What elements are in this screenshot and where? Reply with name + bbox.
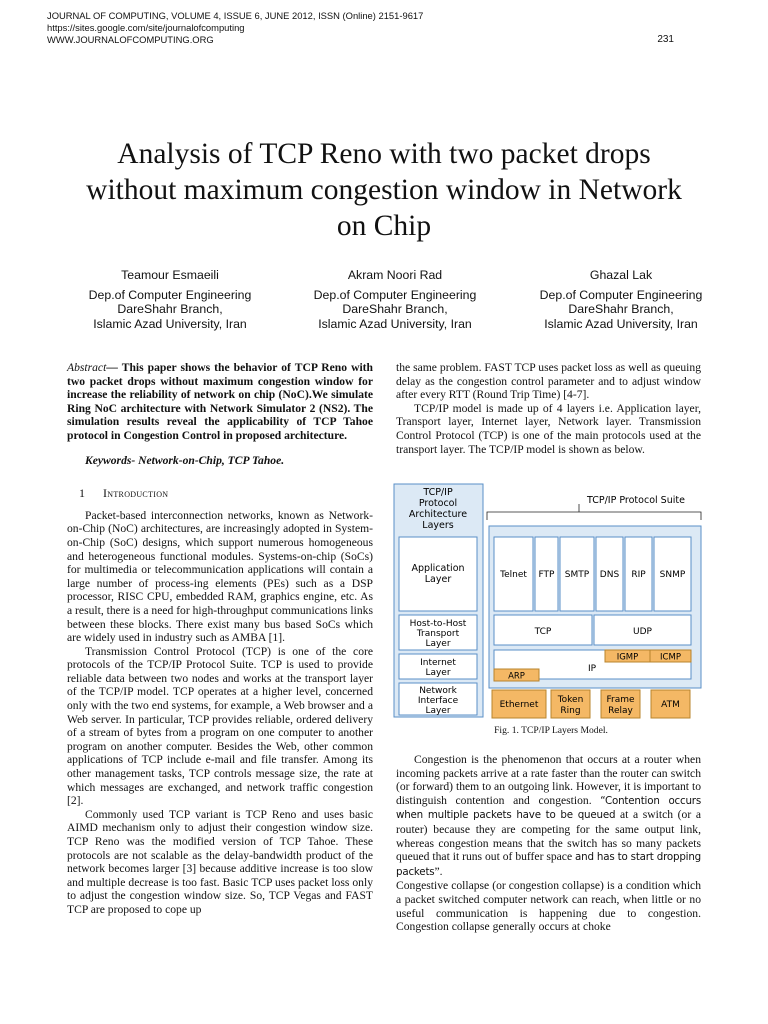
- page-number: 231: [657, 34, 674, 45]
- paragraph: Packet-based interconnection networks, known as Network-on-Chip (NoC) architectures, are increasingly adopted in System-on-Chip (SoC) designs, which support numerous homogeneous and heterogeneous functional modules. Systems-on-chip (SoCs) for multimedia or telecommunication applications will contain a large number of process-ing elements (PEs) such as a DSP processor, RISC CPU, embedded RAM, graphics engine, etc. As a result, there is a need for high-throughput communications links between these blocks. There exist many bus based SoCs which are widely used in industry such as AMBA [1].: [67, 508, 373, 645]
- title-line-3: on Chip: [336, 210, 432, 242]
- arp-label: ARP: [508, 671, 525, 682]
- paragraph: Congestive collapse (or congestion collapse) is a condition which a packet switched computer network can reach, when little or no useful communication is happening due to congestion. Congestion collapse generally occurs at choke: [396, 879, 701, 934]
- layer-label: Internet: [420, 658, 456, 668]
- abstract-text: — This paper shows the behavior of TCP Reno with two packet drops without maximum congestion window for increase the reliability of network on chip (NoC).We simulate Ring NoC architecture with Network Simulator 2 (NS2). The simulation results reveal the applicability of TCP Tahoe protocol in Congestion Control in proposed architecture.: [67, 361, 373, 442]
- author-name: Teamour Esmaeili: [121, 268, 219, 282]
- tcpip-diagram: [393, 482, 709, 722]
- netif-label: Ethernet: [499, 700, 539, 710]
- author-block-3: [506, 268, 736, 331]
- journal-site[interactable]: WWW.JOURNALOFCOMPUTING.ORG: [47, 34, 214, 45]
- ip-label: IP: [587, 664, 597, 674]
- right-column-bottom: [396, 753, 701, 934]
- journal-header: [47, 10, 423, 46]
- arch-header-3: Architecture: [408, 509, 468, 520]
- layer-label: Transport: [416, 629, 460, 639]
- app-label: RIP: [631, 570, 646, 580]
- author-block-2: [280, 268, 510, 331]
- arch-header-1: TCP/IP: [423, 487, 453, 498]
- paragraph-text: Congestion is the phenomenon that occurs at a router when incoming packets arrive at a rate faster than the router can switch (or forward) them to an outgoing link. However, it is important to distinguish contention and congestion.: [396, 753, 701, 807]
- abstract-label: Abstract: [67, 361, 107, 374]
- paragraph: [396, 753, 701, 879]
- layer-label: Layer: [424, 574, 452, 585]
- netif-label: Relay: [608, 706, 633, 716]
- arch-header-2: Protocol: [418, 498, 458, 509]
- layer-label: Application: [411, 563, 465, 574]
- paragraph: the same problem. FAST TCP uses packet loss as well as queuing delay as the congestion control parameter and to adjust window after every RTT (Round Trip Time) [4-7].: [396, 361, 701, 402]
- author-dept: Dep.of Computer Engineering: [88, 287, 252, 302]
- journal-url[interactable]: https://sites.google.com/site/journalofcomputing: [47, 22, 245, 33]
- journal-citation: JOURNAL OF COMPUTING, VOLUME 4, ISSUE 6, JUNE 2012, ISSN (Online) 2151-9617: [47, 10, 424, 21]
- paragraph: TCP/IP model is made up of 4 layers i.e. Application layer, Transport layer, Internet layer, Network layer. Transmission Control Protocol (TCP) is one of the main protocols used at the transport layer. The TCP/IP model is shown as below.: [396, 401, 701, 456]
- layer-label: Layer: [425, 668, 451, 678]
- layer-label: Host-to-Host: [409, 619, 467, 629]
- arch-header-4: Layers: [422, 520, 454, 531]
- author-univ: Islamic Azad University, Iran: [93, 316, 247, 331]
- tcp-label: TCP: [534, 627, 552, 637]
- section-number: 1: [79, 486, 85, 501]
- author-dept: Dep.of Computer Engineering: [313, 287, 477, 302]
- netif-label: Ring: [560, 706, 581, 716]
- paragraph: Commonly used TCP variant is TCP Reno and uses basic AIMD mechanism only to adjust their congestion window size. TCP Reno was the modified version of TCP Tahoe. These protocols are not scalable as the delay-bandwidth product of the network becomes larger [3] because additive increase is too slow and multiple decrease is too fast. Basic TCP uses packet loss only to adjust the congestion window size. So, TCP Vegas and FAST TCP are proposed to cope up: [67, 807, 373, 916]
- netif-label: Frame: [606, 695, 635, 705]
- paragraph-text: at a switch (or a router) because they are competing for the same output link, whereas congestion means that the switch has so many packets queued that it runs out of buffer space: [396, 808, 701, 864]
- author-univ: Islamic Azad University, Iran: [544, 316, 698, 331]
- layer-label: Layer: [425, 706, 451, 716]
- quoted-text: and has to start dropping packets: [396, 851, 701, 878]
- figure-caption: Fig. 1. TCP/IP Layers Model.: [494, 725, 608, 736]
- right-column-top: [396, 361, 701, 456]
- author-block-1: [55, 268, 285, 331]
- author-univ: Islamic Azad University, Iran: [318, 316, 472, 331]
- keywords: Keywords- Network-on-Chip, TCP Tahoe.: [85, 453, 285, 467]
- icmp-label: ICMP: [660, 652, 681, 663]
- app-label: SNMP: [659, 570, 686, 580]
- author-dept: Dep.of Computer Engineering: [539, 287, 703, 302]
- layer-label: Layer: [425, 639, 451, 649]
- author-branch: DareShahr Branch,: [568, 302, 674, 317]
- section-title: Introduction: [103, 486, 169, 501]
- paragraph: Transmission Control Protocol (TCP) is one of the core protocols of the TCP/IP Protocol Suite. TCP is used to provide reliable data between two nodes and works at the transport layer of the TCP/IP model. TCP operates at a higher level, concerned only with the two end systems, for example, a Web browser and a Web server. In particular, TCP provides reliable, ordered delivery of a stream of bytes from a program on one computer to another program on another computer. Besides the Web, other common applications of TCP include e-mail and file transfer. Among its other management tasks, TCP controls message size, the rate at which messages are exchanged, and network traffic congestion [2].: [67, 644, 373, 808]
- udp-label: UDP: [633, 627, 652, 637]
- left-column: [67, 361, 373, 917]
- author-name: Akram Noori Rad: [347, 268, 443, 282]
- app-label: FTP: [538, 570, 555, 580]
- layer-label: Network: [419, 686, 457, 696]
- abstract: [67, 361, 373, 443]
- quoted-text: “Contention occurs when multiple packets have to be queued: [396, 794, 701, 822]
- igmp-label: IGMP: [616, 652, 639, 663]
- app-label: Telnet: [500, 570, 527, 580]
- paper-title: [60, 136, 708, 244]
- title-line-2: without maximum congestion window in Network: [86, 174, 682, 206]
- netif-label: Token: [557, 695, 584, 705]
- author-name: Ghazal Lak: [589, 268, 653, 282]
- netif-label: ATM: [661, 700, 680, 710]
- paragraph-text: ”.: [434, 864, 443, 878]
- author-branch: DareShahr Branch,: [117, 302, 223, 317]
- layer-label: Interface: [417, 696, 459, 706]
- app-label: DNS: [599, 570, 620, 580]
- suite-label: TCP/IP Protocol Suite: [587, 495, 685, 506]
- section-heading: [79, 487, 373, 501]
- author-branch: DareShahr Branch,: [342, 302, 448, 317]
- title-line-1: Analysis of TCP Reno with two packet drops: [117, 138, 651, 170]
- suite-bracket: [487, 512, 701, 520]
- app-label: SMTP: [564, 570, 590, 580]
- tcpip-figure: [393, 482, 709, 722]
